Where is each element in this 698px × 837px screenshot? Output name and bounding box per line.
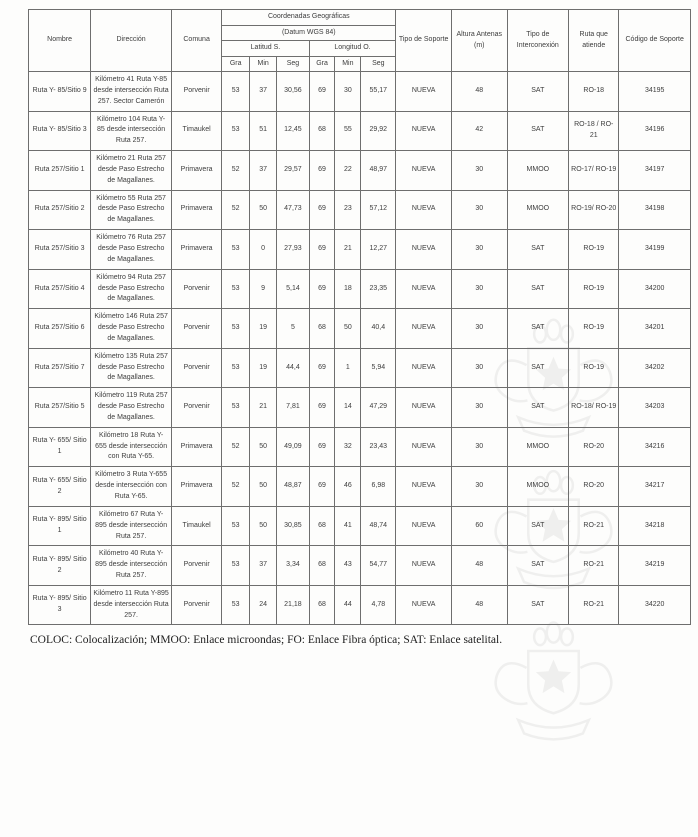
cell-lon-min: 43 bbox=[335, 546, 361, 586]
cell-lat-gra: 53 bbox=[222, 230, 250, 270]
cell-ruta: RO-18/ RO-19 bbox=[569, 388, 619, 428]
cell-lon-gra: 69 bbox=[309, 72, 335, 112]
cell-ruta: RO-18 bbox=[569, 72, 619, 112]
cell-nombre: Ruta Y- 85/Sitio 9 bbox=[29, 72, 91, 112]
cell-ruta: RO-20 bbox=[569, 427, 619, 467]
cell-altura: 30 bbox=[451, 230, 507, 270]
cell-nombre: Ruta Y- 895/ Sitio 2 bbox=[29, 546, 91, 586]
cell-lon-min: 1 bbox=[335, 348, 361, 388]
col-header-nombre: Nombre bbox=[29, 10, 91, 72]
cell-codigo: 34219 bbox=[619, 546, 691, 586]
cell-codigo: 34202 bbox=[619, 348, 691, 388]
cell-lat-gra: 52 bbox=[222, 427, 250, 467]
cell-lat-seg: 12,45 bbox=[277, 111, 309, 151]
table-row bbox=[29, 72, 691, 112]
cell-interconexion: SAT bbox=[507, 230, 569, 270]
cell-nombre: Ruta Y- 895/ Sitio 3 bbox=[29, 585, 91, 625]
cell-codigo: 34196 bbox=[619, 111, 691, 151]
cell-interconexion: SAT bbox=[507, 72, 569, 112]
cell-comuna: Primavera bbox=[171, 427, 221, 467]
cell-interconexion: MMOO bbox=[507, 427, 569, 467]
col-header-coordenadas: Coordenadas Geográficas bbox=[222, 10, 396, 26]
cell-lon-gra: 69 bbox=[309, 269, 335, 309]
cell-lat-gra: 53 bbox=[222, 309, 250, 349]
cell-nombre: Ruta 257/Sitio 4 bbox=[29, 269, 91, 309]
cell-codigo: 34201 bbox=[619, 309, 691, 349]
cell-comuna: Timaukel bbox=[171, 111, 221, 151]
cell-tipo-soporte: NUEVA bbox=[396, 506, 452, 546]
table-row bbox=[29, 151, 691, 191]
cell-interconexion: MMOO bbox=[507, 467, 569, 507]
cell-nombre: Ruta 257/Sitio 2 bbox=[29, 190, 91, 230]
cell-tipo-soporte: NUEVA bbox=[396, 546, 452, 586]
col-header-ruta: Ruta que atiende bbox=[569, 10, 619, 72]
col-header-lat-gra: Gra bbox=[222, 56, 250, 72]
cell-nombre: Ruta 257/Sitio 1 bbox=[29, 151, 91, 191]
cell-codigo: 34199 bbox=[619, 230, 691, 270]
cell-lon-gra: 69 bbox=[309, 388, 335, 428]
cell-codigo: 34216 bbox=[619, 427, 691, 467]
cell-lat-seg: 29,57 bbox=[277, 151, 309, 191]
cell-comuna: Porvenir bbox=[171, 309, 221, 349]
cell-ruta: RO-19/ RO-20 bbox=[569, 190, 619, 230]
cell-codigo: 34220 bbox=[619, 585, 691, 625]
cell-lat-gra: 53 bbox=[222, 585, 250, 625]
cell-altura: 60 bbox=[451, 506, 507, 546]
cell-lon-seg: 4,78 bbox=[361, 585, 396, 625]
cell-comuna: Porvenir bbox=[171, 348, 221, 388]
cell-tipo-soporte: NUEVA bbox=[396, 348, 452, 388]
sites-table bbox=[28, 9, 691, 625]
cell-lon-seg: 55,17 bbox=[361, 72, 396, 112]
cell-codigo: 34200 bbox=[619, 269, 691, 309]
cell-codigo: 34195 bbox=[619, 72, 691, 112]
table-row bbox=[29, 427, 691, 467]
table-row bbox=[29, 348, 691, 388]
cell-ruta: RO-21 bbox=[569, 546, 619, 586]
cell-nombre: Ruta 257/Sitio 3 bbox=[29, 230, 91, 270]
cell-lon-gra: 68 bbox=[309, 506, 335, 546]
cell-ruta: RO-19 bbox=[569, 309, 619, 349]
cell-comuna: Porvenir bbox=[171, 269, 221, 309]
cell-tipo-soporte: NUEVA bbox=[396, 111, 452, 151]
cell-ruta: RO-18 / RO-21 bbox=[569, 111, 619, 151]
cell-lon-seg: 23,43 bbox=[361, 427, 396, 467]
cell-interconexion: SAT bbox=[507, 111, 569, 151]
cell-direccion: Kilómetro 18 Ruta Y-655 desde intersección con Ruta Y-65. bbox=[91, 427, 172, 467]
cell-tipo-soporte: NUEVA bbox=[396, 190, 452, 230]
cell-lat-seg: 5,14 bbox=[277, 269, 309, 309]
cell-nombre: Ruta 257/Sitio 5 bbox=[29, 388, 91, 428]
col-header-codigo: Código de Soporte bbox=[619, 10, 691, 72]
cell-ruta: RO-19 bbox=[569, 348, 619, 388]
cell-lon-seg: 29,92 bbox=[361, 111, 396, 151]
cell-altura: 30 bbox=[451, 467, 507, 507]
cell-altura: 30 bbox=[451, 151, 507, 191]
cell-lat-seg: 27,93 bbox=[277, 230, 309, 270]
cell-lat-min: 0 bbox=[250, 230, 277, 270]
col-header-lat-seg: Seg bbox=[277, 56, 309, 72]
cell-direccion: Kilómetro 41 Ruta Y-85 desde intersección Ruta 257. Sector Camerón bbox=[91, 72, 172, 112]
cell-lat-gra: 52 bbox=[222, 151, 250, 191]
cell-lon-gra: 69 bbox=[309, 190, 335, 230]
cell-codigo: 34217 bbox=[619, 467, 691, 507]
cell-interconexion: SAT bbox=[507, 585, 569, 625]
cell-altura: 48 bbox=[451, 585, 507, 625]
cell-lat-min: 50 bbox=[250, 467, 277, 507]
cell-lon-min: 50 bbox=[335, 309, 361, 349]
cell-lat-min: 37 bbox=[250, 72, 277, 112]
cell-lon-gra: 69 bbox=[309, 467, 335, 507]
col-header-longitud: Longitud O. bbox=[309, 41, 396, 57]
cell-altura: 30 bbox=[451, 388, 507, 428]
cell-lon-seg: 48,97 bbox=[361, 151, 396, 191]
cell-lon-seg: 40,4 bbox=[361, 309, 396, 349]
cell-lon-min: 30 bbox=[335, 72, 361, 112]
cell-lat-seg: 47,73 bbox=[277, 190, 309, 230]
col-header-direccion: Dirección bbox=[91, 10, 172, 72]
cell-direccion: Kilómetro 119 Ruta 257 desde Paso Estrecho de Magallanes. bbox=[91, 388, 172, 428]
cell-interconexion: MMOO bbox=[507, 151, 569, 191]
cell-lon-seg: 57,12 bbox=[361, 190, 396, 230]
cell-altura: 48 bbox=[451, 546, 507, 586]
cell-ruta: RO-21 bbox=[569, 506, 619, 546]
cell-ruta: RO-17/ RO-19 bbox=[569, 151, 619, 191]
table-row bbox=[29, 467, 691, 507]
cell-comuna: Porvenir bbox=[171, 585, 221, 625]
cell-direccion: Kilómetro 104 Ruta Y-85 desde intersección Ruta 257. bbox=[91, 111, 172, 151]
cell-lon-gra: 68 bbox=[309, 585, 335, 625]
cell-altura: 48 bbox=[451, 72, 507, 112]
cell-tipo-soporte: NUEVA bbox=[396, 309, 452, 349]
cell-lat-seg: 5 bbox=[277, 309, 309, 349]
cell-comuna: Primavera bbox=[171, 190, 221, 230]
col-header-altura: Altura Antenas (m) bbox=[451, 10, 507, 72]
cell-comuna: Primavera bbox=[171, 151, 221, 191]
cell-ruta: RO-20 bbox=[569, 467, 619, 507]
table-row bbox=[29, 585, 691, 625]
header-row-1 bbox=[29, 10, 691, 26]
cell-lon-gra: 69 bbox=[309, 151, 335, 191]
cell-ruta: RO-19 bbox=[569, 269, 619, 309]
col-header-lon-gra: Gra bbox=[309, 56, 335, 72]
cell-lat-gra: 52 bbox=[222, 190, 250, 230]
cell-lon-min: 14 bbox=[335, 388, 361, 428]
cell-lat-gra: 53 bbox=[222, 348, 250, 388]
cell-lon-seg: 54,77 bbox=[361, 546, 396, 586]
col-header-lon-min: Min bbox=[335, 56, 361, 72]
cell-lat-seg: 30,85 bbox=[277, 506, 309, 546]
cell-altura: 30 bbox=[451, 309, 507, 349]
cell-lon-gra: 68 bbox=[309, 111, 335, 151]
cell-codigo: 34198 bbox=[619, 190, 691, 230]
cell-interconexion: SAT bbox=[507, 309, 569, 349]
cell-direccion: Kilómetro 94 Ruta 257 desde Paso Estrecho de Magallanes. bbox=[91, 269, 172, 309]
cell-lat-seg: 21,18 bbox=[277, 585, 309, 625]
cell-lat-min: 51 bbox=[250, 111, 277, 151]
cell-direccion: Kilómetro 55 Ruta 257 desde Paso Estrecho de Magallanes. bbox=[91, 190, 172, 230]
col-header-datum: (Datum WGS 84) bbox=[222, 25, 396, 41]
cell-lon-min: 46 bbox=[335, 467, 361, 507]
cell-tipo-soporte: NUEVA bbox=[396, 230, 452, 270]
cell-tipo-soporte: NUEVA bbox=[396, 388, 452, 428]
cell-comuna: Timaukel bbox=[171, 506, 221, 546]
cell-comuna: Primavera bbox=[171, 230, 221, 270]
cell-lon-seg: 5,94 bbox=[361, 348, 396, 388]
cell-lat-min: 24 bbox=[250, 585, 277, 625]
cell-lat-seg: 48,87 bbox=[277, 467, 309, 507]
cell-tipo-soporte: NUEVA bbox=[396, 427, 452, 467]
cell-nombre: Ruta Y- 655/ Sitio 2 bbox=[29, 467, 91, 507]
cell-lat-gra: 53 bbox=[222, 269, 250, 309]
table-row bbox=[29, 506, 691, 546]
cell-lat-min: 19 bbox=[250, 348, 277, 388]
cell-lat-min: 9 bbox=[250, 269, 277, 309]
cell-lon-min: 32 bbox=[335, 427, 361, 467]
cell-comuna: Porvenir bbox=[171, 72, 221, 112]
table-row bbox=[29, 190, 691, 230]
cell-nombre: Ruta Y- 655/ Sitio 1 bbox=[29, 427, 91, 467]
table-row bbox=[29, 388, 691, 428]
col-header-interconexion: Tipo de Interconexión bbox=[507, 10, 569, 72]
cell-lon-gra: 69 bbox=[309, 427, 335, 467]
cell-nombre: Ruta 257/Sitio 6 bbox=[29, 309, 91, 349]
cell-direccion: Kilómetro 40 Ruta Y-895 desde intersección Ruta 257. bbox=[91, 546, 172, 586]
cell-direccion: Kilómetro 76 Ruta 257 desde Paso Estrecho de Magallanes. bbox=[91, 230, 172, 270]
table-row bbox=[29, 111, 691, 151]
cell-tipo-soporte: NUEVA bbox=[396, 151, 452, 191]
cell-tipo-soporte: NUEVA bbox=[396, 72, 452, 112]
cell-altura: 30 bbox=[451, 427, 507, 467]
cell-lon-min: 41 bbox=[335, 506, 361, 546]
cell-lon-min: 23 bbox=[335, 190, 361, 230]
cell-direccion: Kilómetro 146 Ruta 257 desde Paso Estrecho de Magallanes. bbox=[91, 309, 172, 349]
cell-lat-min: 21 bbox=[250, 388, 277, 428]
cell-direccion: Kilómetro 3 Ruta Y-655 desde intersección con Ruta Y-65. bbox=[91, 467, 172, 507]
cell-ruta: RO-19 bbox=[569, 230, 619, 270]
col-header-lat-min: Min bbox=[250, 56, 277, 72]
cell-lat-gra: 53 bbox=[222, 506, 250, 546]
cell-lon-seg: 48,74 bbox=[361, 506, 396, 546]
table-body bbox=[29, 72, 691, 625]
cell-altura: 30 bbox=[451, 348, 507, 388]
cell-interconexion: SAT bbox=[507, 546, 569, 586]
cell-altura: 30 bbox=[451, 190, 507, 230]
cell-comuna: Primavera bbox=[171, 467, 221, 507]
cell-comuna: Porvenir bbox=[171, 388, 221, 428]
cell-lon-seg: 47,29 bbox=[361, 388, 396, 428]
col-header-latitud: Latitud S. bbox=[222, 41, 309, 57]
cell-tipo-soporte: NUEVA bbox=[396, 269, 452, 309]
cell-tipo-soporte: NUEVA bbox=[396, 467, 452, 507]
table-row bbox=[29, 269, 691, 309]
cell-direccion: Kilómetro 21 Ruta 257 desde Paso Estrecho de Magallanes. bbox=[91, 151, 172, 191]
cell-lat-gra: 53 bbox=[222, 388, 250, 428]
cell-interconexion: MMOO bbox=[507, 190, 569, 230]
cell-lon-gra: 69 bbox=[309, 348, 335, 388]
cell-direccion: Kilómetro 11 Ruta Y-895 desde intersección Ruta 257. bbox=[91, 585, 172, 625]
cell-lat-min: 37 bbox=[250, 151, 277, 191]
cell-lat-seg: 3,34 bbox=[277, 546, 309, 586]
cell-codigo: 34197 bbox=[619, 151, 691, 191]
cell-lon-min: 55 bbox=[335, 111, 361, 151]
cell-lat-gra: 52 bbox=[222, 467, 250, 507]
table-row bbox=[29, 546, 691, 586]
cell-lat-seg: 30,56 bbox=[277, 72, 309, 112]
cell-lon-min: 21 bbox=[335, 230, 361, 270]
cell-lat-min: 19 bbox=[250, 309, 277, 349]
col-header-comuna: Comuna bbox=[171, 10, 221, 72]
table-row bbox=[29, 309, 691, 349]
cell-ruta: RO-21 bbox=[569, 585, 619, 625]
cell-codigo: 34218 bbox=[619, 506, 691, 546]
cell-nombre: Ruta 257/Sitio 7 bbox=[29, 348, 91, 388]
cell-lat-seg: 44,4 bbox=[277, 348, 309, 388]
cell-lat-gra: 53 bbox=[222, 546, 250, 586]
footnote: COLOC: Colocalización; MMOO: Enlace microondas; FO: Enlace Fibra óptica; SAT: Enlace satelital. bbox=[30, 634, 503, 647]
cell-nombre: Ruta Y- 895/ Sitio 1 bbox=[29, 506, 91, 546]
cell-lon-min: 44 bbox=[335, 585, 361, 625]
cell-lon-min: 18 bbox=[335, 269, 361, 309]
cell-lat-min: 37 bbox=[250, 546, 277, 586]
cell-lat-min: 50 bbox=[250, 427, 277, 467]
cell-tipo-soporte: NUEVA bbox=[396, 585, 452, 625]
col-header-tipo-soporte: Tipo de Soporte bbox=[396, 10, 452, 72]
cell-interconexion: SAT bbox=[507, 348, 569, 388]
cell-lon-min: 22 bbox=[335, 151, 361, 191]
cell-lat-min: 50 bbox=[250, 506, 277, 546]
cell-lon-seg: 23,35 bbox=[361, 269, 396, 309]
cell-lon-gra: 69 bbox=[309, 230, 335, 270]
cell-comuna: Porvenir bbox=[171, 546, 221, 586]
cell-codigo: 34203 bbox=[619, 388, 691, 428]
table-row bbox=[29, 230, 691, 270]
table-header bbox=[29, 10, 691, 72]
cell-interconexion: SAT bbox=[507, 506, 569, 546]
cell-direccion: Kilómetro 135 Ruta 257 desde Paso Estrecho de Magallanes. bbox=[91, 348, 172, 388]
cell-lon-gra: 68 bbox=[309, 546, 335, 586]
cell-interconexion: SAT bbox=[507, 269, 569, 309]
cell-altura: 30 bbox=[451, 269, 507, 309]
cell-lon-seg: 6,98 bbox=[361, 467, 396, 507]
cell-lon-gra: 68 bbox=[309, 309, 335, 349]
cell-direccion: Kilómetro 67 Ruta Y-895 desde intersección Ruta 257. bbox=[91, 506, 172, 546]
cell-lat-gra: 53 bbox=[222, 72, 250, 112]
cell-lat-seg: 49,09 bbox=[277, 427, 309, 467]
cell-lat-seg: 7,81 bbox=[277, 388, 309, 428]
cell-nombre: Ruta Y- 85/Sitio 3 bbox=[29, 111, 91, 151]
cell-lon-seg: 12,27 bbox=[361, 230, 396, 270]
cell-altura: 42 bbox=[451, 111, 507, 151]
col-header-lon-seg: Seg bbox=[361, 56, 396, 72]
cell-interconexion: SAT bbox=[507, 388, 569, 428]
cell-lat-min: 50 bbox=[250, 190, 277, 230]
cell-lat-gra: 53 bbox=[222, 111, 250, 151]
